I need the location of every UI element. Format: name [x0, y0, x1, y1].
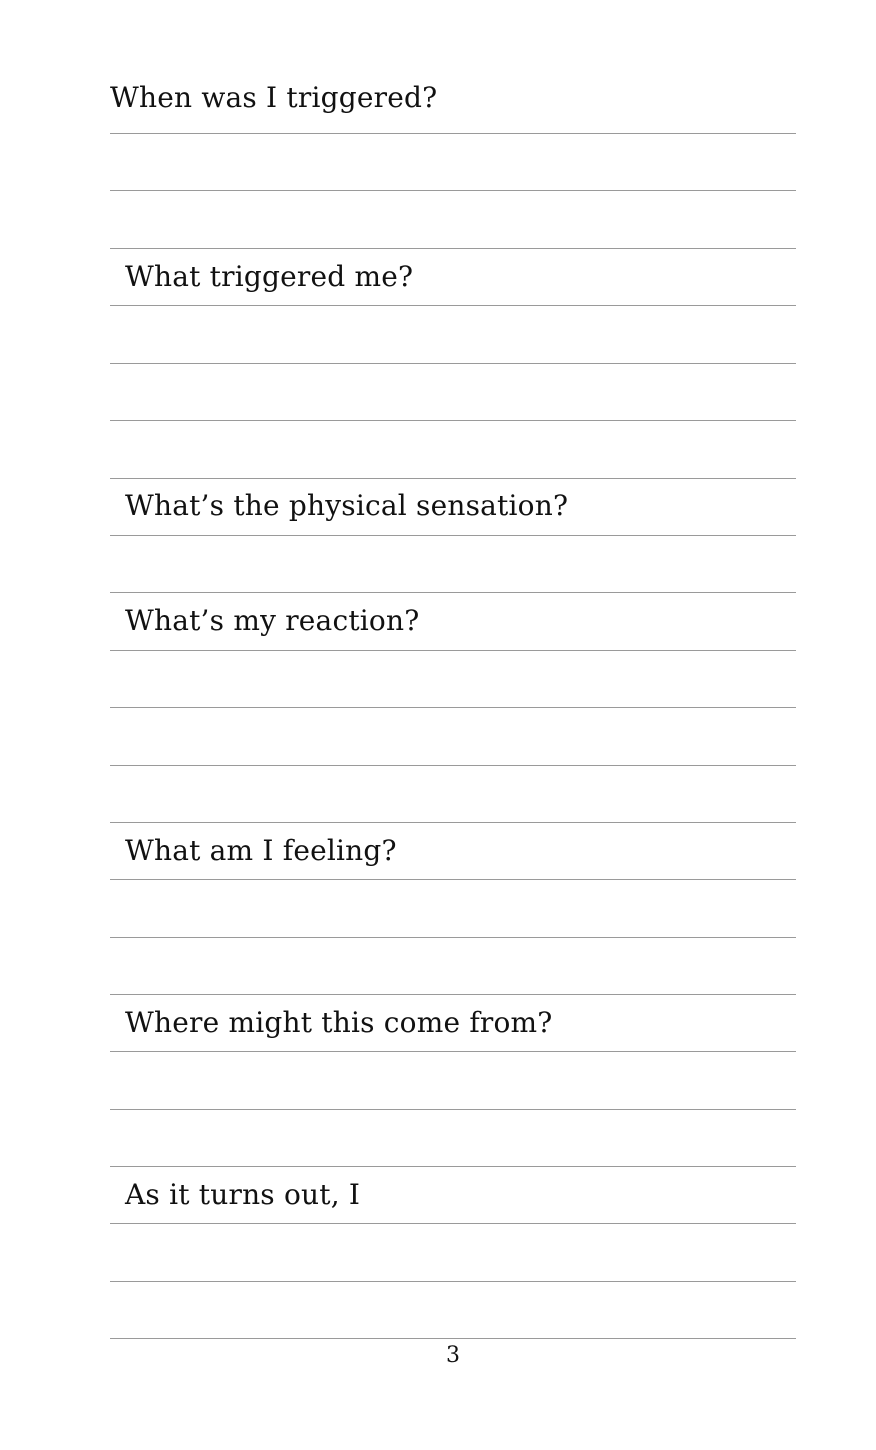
writing-line[interactable]	[110, 1051, 796, 1052]
prompt-when-triggered: When was I triggered?	[110, 81, 438, 114]
writing-line[interactable]	[110, 994, 796, 995]
writing-line[interactable]	[110, 248, 796, 249]
writing-line[interactable]	[110, 707, 796, 708]
writing-line[interactable]	[110, 879, 796, 880]
prompt-reaction: What’s my reaction?	[125, 604, 420, 637]
writing-line[interactable]	[110, 363, 796, 364]
writing-line[interactable]	[110, 1166, 796, 1167]
writing-line[interactable]	[110, 420, 796, 421]
writing-line[interactable]	[110, 650, 796, 651]
writing-line[interactable]	[110, 1109, 796, 1110]
writing-line[interactable]	[110, 937, 796, 938]
writing-line[interactable]	[110, 133, 796, 134]
prompt-feeling: What am I feeling?	[125, 834, 397, 867]
writing-line[interactable]	[110, 765, 796, 766]
writing-line[interactable]	[110, 1338, 796, 1339]
writing-line[interactable]	[110, 305, 796, 306]
prompt-physical-sensation: What’s the physical sensation?	[125, 489, 569, 522]
writing-line[interactable]	[110, 190, 796, 191]
writing-line[interactable]	[110, 478, 796, 479]
page-number: 3	[446, 1343, 460, 1368]
writing-line[interactable]	[110, 592, 796, 593]
writing-line[interactable]	[110, 1281, 796, 1282]
prompt-origin: Where might this come from?	[125, 1006, 553, 1039]
writing-line[interactable]	[110, 1223, 796, 1224]
prompt-what-triggered: What triggered me?	[125, 260, 414, 293]
writing-line[interactable]	[110, 535, 796, 536]
writing-line[interactable]	[110, 822, 796, 823]
prompt-outcome: As it turns out, I	[125, 1178, 361, 1211]
